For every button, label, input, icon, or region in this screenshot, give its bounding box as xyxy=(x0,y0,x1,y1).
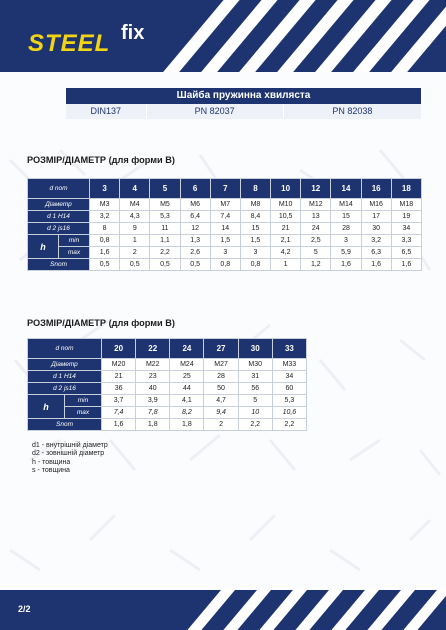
table-cell: M3 xyxy=(90,199,120,211)
table2-row-hmin xyxy=(28,395,307,407)
table-cell: M20 xyxy=(102,359,136,371)
size-header-cell: 10 xyxy=(271,179,301,199)
table-cell: 56 xyxy=(238,383,272,395)
table-cell: 3,3 xyxy=(391,235,421,247)
table-cell: 11 xyxy=(150,223,180,235)
table-cell: 2 xyxy=(120,247,150,259)
header-banner xyxy=(0,0,446,72)
table-cell: 34 xyxy=(391,223,421,235)
table-cell: 7,4 xyxy=(210,211,240,223)
table-cell: 1,8 xyxy=(170,419,204,431)
table-cell: M22 xyxy=(136,359,170,371)
table-cell: 1,5 xyxy=(210,235,240,247)
table-cell: 24 xyxy=(301,223,331,235)
table-cell: M6 xyxy=(180,199,210,211)
table-cell: M8 xyxy=(240,199,270,211)
table-cell: M14 xyxy=(331,199,361,211)
standard-pn-82038: PN 82038 xyxy=(284,104,421,119)
table-cell: 7,4 xyxy=(102,407,136,419)
size-header-cell: 20 xyxy=(102,339,136,359)
note-s: s - товщина xyxy=(32,467,70,475)
table-cell: 2,5 xyxy=(301,235,331,247)
table-cell: 3 xyxy=(240,247,270,259)
size-header-cell: 3 xyxy=(90,179,120,199)
table1-row-s xyxy=(28,259,422,271)
table-cell: 60 xyxy=(272,383,306,395)
table-cell: M12 xyxy=(301,199,331,211)
table2-row-hmax xyxy=(28,407,307,419)
standards-row xyxy=(66,104,421,119)
table-cell: 21 xyxy=(271,223,301,235)
table-cell: 1,6 xyxy=(90,247,120,259)
table-cell: 0,5 xyxy=(150,259,180,271)
table-cell: 2 xyxy=(204,419,238,431)
page-number: 2/2 xyxy=(18,604,31,614)
row-label: d 2 js16 xyxy=(28,223,90,235)
table-cell: 34 xyxy=(272,371,306,383)
table-cell: 5,9 xyxy=(331,247,361,259)
table-cell: 12 xyxy=(180,223,210,235)
size-header-cell: 18 xyxy=(391,179,421,199)
table-cell: 1,6 xyxy=(102,419,136,431)
standard-din: DIN137 xyxy=(66,104,147,119)
table2 xyxy=(27,338,307,431)
table-cell: 0,8 xyxy=(210,259,240,271)
table-cell: 2,1 xyxy=(271,235,301,247)
row-label: min xyxy=(59,235,90,247)
table-cell: 3,2 xyxy=(361,235,391,247)
row-label: max xyxy=(59,247,90,259)
table-cell: M16 xyxy=(361,199,391,211)
table1-heading: РОЗМІР/ДІАМЕТР (для форми В) xyxy=(27,155,175,165)
table-cell: 21 xyxy=(102,371,136,383)
table-cell: 1,1 xyxy=(150,235,180,247)
table-cell: 3,7 xyxy=(102,395,136,407)
table-cell: 31 xyxy=(238,371,272,383)
table-cell: 6,3 xyxy=(361,247,391,259)
note-d2: d2 - зовнішній діаметр xyxy=(32,450,105,458)
table-cell: 1,6 xyxy=(391,259,421,271)
table1-row-hmin xyxy=(28,235,422,247)
row-label: Діаметр xyxy=(28,199,90,211)
legend-notes xyxy=(32,442,108,476)
row-label: d 1 H14 xyxy=(28,371,102,383)
table-cell: M10 xyxy=(271,199,301,211)
table-cell: 14 xyxy=(210,223,240,235)
table-cell: 9 xyxy=(120,223,150,235)
row-label-h: h xyxy=(28,395,65,419)
table2-row-d1 xyxy=(28,371,307,383)
table1-row-diameter xyxy=(28,199,422,211)
table-cell: M7 xyxy=(210,199,240,211)
table-cell: 15 xyxy=(331,211,361,223)
size-header-cell: 14 xyxy=(331,179,361,199)
table-cell: 28 xyxy=(331,223,361,235)
table-cell: 44 xyxy=(170,383,204,395)
row-label: max xyxy=(65,407,102,419)
table2-row-diameter xyxy=(28,359,307,371)
size-header-cell: 30 xyxy=(238,339,272,359)
size-header-cell: 12 xyxy=(301,179,331,199)
table-cell: 4,7 xyxy=(204,395,238,407)
size-header-cell: 5 xyxy=(150,179,180,199)
table-cell: 1,3 xyxy=(180,235,210,247)
table-cell: 5,3 xyxy=(150,211,180,223)
table-cell: 3,9 xyxy=(136,395,170,407)
row-label-h: h xyxy=(28,235,59,259)
note-d1: d1 - внутрішній діаметр xyxy=(32,442,108,449)
table-cell: 2,2 xyxy=(150,247,180,259)
table-cell: M4 xyxy=(120,199,150,211)
brand-name-main: STEEL xyxy=(28,30,111,57)
table-cell: 4,3 xyxy=(120,211,150,223)
table-cell: 30 xyxy=(361,223,391,235)
table-cell: 8,4 xyxy=(240,211,270,223)
table-cell: 25 xyxy=(170,371,204,383)
table2-header-label: d nom xyxy=(28,339,102,359)
size-header-cell: 4 xyxy=(120,179,150,199)
table-cell: 10,5 xyxy=(271,211,301,223)
table1-header-label: d nom xyxy=(28,179,90,199)
table-cell: 4,1 xyxy=(170,395,204,407)
table-cell: 40 xyxy=(136,383,170,395)
row-label: d 2 js16 xyxy=(28,383,102,395)
table-cell: 28 xyxy=(204,371,238,383)
table-cell: 17 xyxy=(361,211,391,223)
size-header-cell: 7 xyxy=(210,179,240,199)
table-cell: 3,2 xyxy=(90,211,120,223)
table-cell: 0,8 xyxy=(90,235,120,247)
table-cell: 36 xyxy=(102,383,136,395)
table-cell: 5 xyxy=(238,395,272,407)
table-cell: 7,8 xyxy=(136,407,170,419)
table2-row-s xyxy=(28,419,307,431)
table-cell: 2,2 xyxy=(238,419,272,431)
row-label: min xyxy=(65,395,102,407)
table-cell: 8,2 xyxy=(170,407,204,419)
table-cell: 9,4 xyxy=(204,407,238,419)
standard-pn-82037: PN 82037 xyxy=(147,104,284,119)
table-cell: 3 xyxy=(331,235,361,247)
table-cell: 3 xyxy=(210,247,240,259)
table-cell: 13 xyxy=(301,211,331,223)
table-cell: 1,5 xyxy=(240,235,270,247)
table-cell: 15 xyxy=(240,223,270,235)
table-cell: M33 xyxy=(272,359,306,371)
table-cell: 5 xyxy=(301,247,331,259)
table-cell: 0,5 xyxy=(90,259,120,271)
table1-row-d1 xyxy=(28,211,422,223)
table-cell: 0,5 xyxy=(120,259,150,271)
table1-header-row xyxy=(28,179,422,199)
size-header-cell: 22 xyxy=(136,339,170,359)
size-header-cell: 8 xyxy=(240,179,270,199)
table-cell: 5,3 xyxy=(272,395,306,407)
table-cell: M18 xyxy=(391,199,421,211)
table-cell: 0,8 xyxy=(240,259,270,271)
table-cell: 1,2 xyxy=(301,259,331,271)
table-cell: M27 xyxy=(204,359,238,371)
table-cell: 10 xyxy=(238,407,272,419)
table-cell: 0,5 xyxy=(180,259,210,271)
table-cell: 1 xyxy=(271,259,301,271)
table-cell: 50 xyxy=(204,383,238,395)
table-cell: 19 xyxy=(391,211,421,223)
table-cell: 6,5 xyxy=(391,247,421,259)
table-cell: 1,8 xyxy=(136,419,170,431)
table-cell: 1,6 xyxy=(331,259,361,271)
header-stripes xyxy=(160,0,446,72)
table-cell: M5 xyxy=(150,199,180,211)
note-h: h - товщина xyxy=(32,458,71,466)
row-label: Діаметр xyxy=(28,359,102,371)
row-label: Snom xyxy=(28,419,102,431)
table-cell: 1 xyxy=(120,235,150,247)
row-label: d 1 H14 xyxy=(28,211,90,223)
table1 xyxy=(27,178,422,271)
brand-name-suffix: fix xyxy=(121,22,145,44)
table-cell: M30 xyxy=(238,359,272,371)
table-cell: 10,6 xyxy=(272,407,306,419)
table-cell: 23 xyxy=(136,371,170,383)
table1-row-hmax xyxy=(28,247,422,259)
table-cell: 6,4 xyxy=(180,211,210,223)
table-cell: 2,6 xyxy=(180,247,210,259)
size-header-cell: 27 xyxy=(204,339,238,359)
table-cell: 1,6 xyxy=(361,259,391,271)
table2-row-d2 xyxy=(28,383,307,395)
table-cell: 8 xyxy=(90,223,120,235)
size-header-cell: 24 xyxy=(170,339,204,359)
size-header-cell: 16 xyxy=(361,179,391,199)
footer-banner xyxy=(0,590,446,630)
table-cell: 2,2 xyxy=(272,419,306,431)
size-header-cell: 33 xyxy=(272,339,306,359)
table2-header-row xyxy=(28,339,307,359)
product-title: Шайба пружинна хвиляста xyxy=(66,88,421,104)
table2-heading: РОЗМІР/ДІАМЕТР (для форми В) xyxy=(27,318,175,328)
table-cell: 4,2 xyxy=(271,247,301,259)
table1-row-d2 xyxy=(28,223,422,235)
table-cell: M24 xyxy=(170,359,204,371)
row-label: Snom xyxy=(28,259,90,271)
size-header-cell: 6 xyxy=(180,179,210,199)
